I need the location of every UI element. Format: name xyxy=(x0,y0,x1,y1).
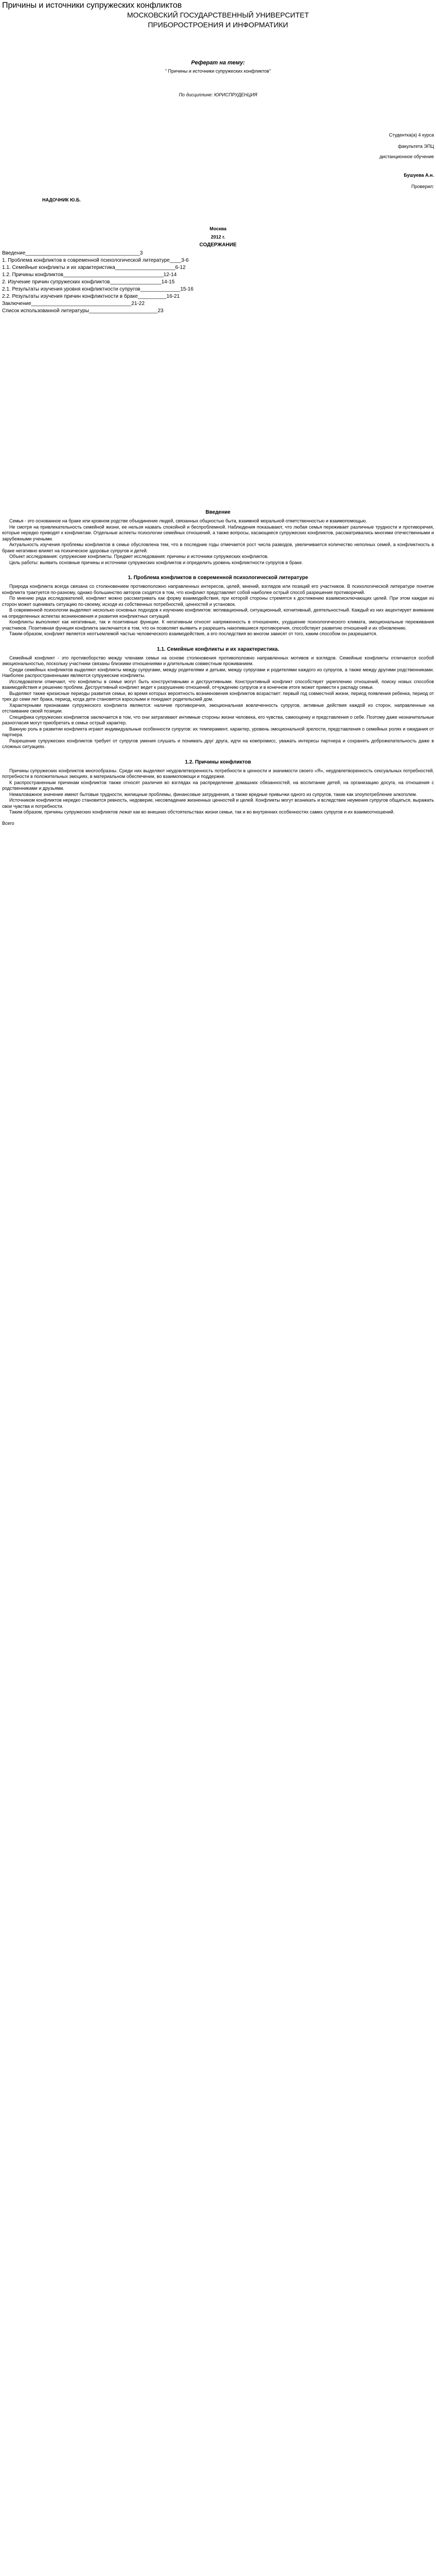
page-title: Причины и источники супружеских конфликтов xyxy=(2,1,182,10)
author-name: Бушуева А.н. xyxy=(404,173,434,178)
section-1 xyxy=(2,575,434,637)
toc-item: 1.2. Причины конфликтов___________________________________12-14 xyxy=(2,272,177,278)
toc-heading: СОДЕРЖАНИЕ xyxy=(199,242,237,248)
toc-item: 1.1. Семейные конфликты и их характеристика_____________________6-12 xyxy=(2,265,186,270)
toc-item: Заключение___________________________________21-22 xyxy=(2,301,145,307)
footer-line: Всего xyxy=(2,820,14,826)
paragraph: Причины супружеских конфликтов многообразны. Среди них выделяют неудовлетворенность потребности в ценности и значимости своего «Я», неудовлетворенность сексуальных потребностей, потребности в положительных эмоциях, в материальном обеспечении, во взаимопомощи и поддержке. xyxy=(2,768,434,779)
paragraph: Среди семейных конфликтов выделяют конфликты между супругами, между родителями и детьми, между супругами и родителями каждого из супругов, а также между другими родственниками. Наиболее распространенными являются супружеские конфликты. xyxy=(2,667,434,678)
paragraph: Семья - это основанное на браке или кровном родстве объединение людей, связанных общностью быта, взаимной моральной ответственностью и взаимопомощью. xyxy=(9,518,367,523)
toc-item: 2. Изучение причин супружеских конфликтов__________________14-15 xyxy=(2,279,175,285)
paragraph: По мнению ряда исследователей, конфликт можно рассматривать как форму взаимодействия, при которой стороны стремятся к достижению взаимоисключающих целей. При этом каждая из сторон может оценивать ситуацию по-своему, исходя из собственных потребностей, ценностей и установок. xyxy=(2,596,434,607)
study-form: дистанционное обучение xyxy=(379,154,434,159)
table-of-contents xyxy=(2,242,434,315)
university-line-1: МОСКОВСКИЙ ГОСУДАРСТВЕННЫЙ УНИВЕРСИТЕТ xyxy=(127,11,309,19)
paragraph: Важную роль в развитии конфликта играют индивидуальные особенности супругов: их темперамент, характер, уровень эмоциональной зрелости, представления о семейных ролях и ожидания от партнера. xyxy=(2,726,434,737)
discipline: По дисциплине: ЮРИСПРУДЕНЦИЯ xyxy=(179,92,257,97)
paragraph: Выделяют также кризисные периоды развития семьи, во время которых вероятность возникновения конфликтов возрастает: первый год совместной жизни, период появления ребенка, период от трех до семи лет брака, период, когда дети становятся взрослыми и покидают родительский дом. xyxy=(2,690,434,702)
paragraph: Немаловажное значение имеют бытовые трудности, жилищные проблемы, финансовые затруднения, а также вредные привычки одного из супругов, такие как злоупотребление алкоголем. xyxy=(9,791,417,797)
paragraph: Не смотря на привлекательность семейной жизни, ее нельзя назвать спокойной и беспроблемной. Наблюдения показывают, что любая семья переживает различные трудности и противоречия, которые нередко приводят к конфликтам. Отдельные аспекты психологии семейных отношений, а также вопросы, касающиеся супружеских конфликтов, рассматривались многими отечественными и зарубежными учеными. xyxy=(2,524,434,541)
checker-name: НАДОЧНИК Ю.Б. xyxy=(42,197,81,202)
spacer xyxy=(2,315,434,500)
paragraph: В современной психологии выделяют несколько основных подходов к изучению конфликтов: мотивационный, ситуационный, когнитивный, деятельностный. Каждый из них акцентирует внимание на определенных аспектах возникновения и развития конфликтных ситуаций. xyxy=(2,607,434,619)
section-1-2 xyxy=(2,759,434,816)
paragraph: Характерными признаками супружеского конфликта являются: наличие противоречия, эмоциональная вовлеченность супругов, активные действия каждой из сторон, направленные на отстаивание своей позиции. xyxy=(2,702,434,714)
paragraph: Семейный конфликт - это противоборство между членами семьи на основе столкновения противоположно направленных мотивов и взглядов. Семейные конфликты отличаются особой эмоциональностью, поскольку участники связаны близкими отношениями и длительным совместным проживанием. xyxy=(2,655,434,666)
toc-item: 1. Проблема конфликтов в современной психологической литературе____3-6 xyxy=(2,258,189,263)
footer-section xyxy=(2,821,434,827)
toc-item: 2.2. Результаты изучения причин конфликтности в браке__________16-21 xyxy=(2,294,180,299)
section-1-1 xyxy=(2,647,434,750)
intro-section xyxy=(2,510,434,566)
intro-heading: Введение xyxy=(205,510,231,515)
paragraph: Актуальность изучения проблемы конфликтов в семье обусловлена тем, что в последние годы отмечается рост числа разводов, увеличивается количество неполных семей, а конфликтность в браке негативно влияет на психическое здоровье супругов и детей. xyxy=(2,542,434,553)
paragraph: Разрешение супружеских конфликтов требует от супругов умения слушать и понимать друг друга, идти на компромисс, уважать интересы партнера и сохранять доброжелательность даже в сложных ситуациях. xyxy=(2,738,434,749)
referat-label: Реферат на тему: xyxy=(191,60,245,66)
year: 2012 г. xyxy=(211,234,225,240)
paragraph: Таким образом, причины супружеских конфликтов лежат как во внешних обстоятельствах жизни семьи, так и во внутренних особенностях самих супругов и их взаимоотношений. xyxy=(9,809,395,815)
university-line-2: ПРИБОРОСТРОЕНИЯ И ИНФОРМАТИКИ xyxy=(148,21,288,29)
paragraph: Объект исследования: супружеские конфликты. Предмет исследования: причины и источники супружеских конфликтов. xyxy=(9,554,269,559)
student-faculty: факультета ЭПЦ xyxy=(398,144,434,149)
paragraph: К распространенным причинам конфликтов также относят различия во взглядах на распределение домашних обязанностей, на воспитание детей, на организацию досуга, на отношения с родственниками и друзьями. xyxy=(2,779,434,791)
city: Москва xyxy=(210,226,226,231)
section-1-heading: 1. Проблема конфликтов в современной психологической литературе xyxy=(128,575,308,581)
paragraph: Исследователи отмечают, что конфликты в семье могут быть конструктивными и деструктивными. Конструктивный конфликт способствует укреплению отношений, поиску новых способов взаимодействия и решению проблем. Деструктивный конфликт ведет к разрушению отношений, отчуждению супругов и в конечном итоге может привести к распаду семьи. xyxy=(2,679,434,690)
paragraph: Природа конфликта всегда связана со столкновением противоположно направленных интересов, целей, мнений, взглядов или позиций его участников. В психологической литературе понятие конфликта трактуется по-разному, однако большинство авторов сходятся в том, что конфликт представляет собой наиболее острый способ разрешения противоречий. xyxy=(2,584,434,595)
title-page-block xyxy=(2,60,434,240)
toc-item: Введение________________________________________3 xyxy=(2,250,143,256)
toc-item: Список использованной литературы________________________23 xyxy=(2,308,164,314)
paragraph: Таким образом, конфликт является неотъемлемой частью человеческого взаимодействия, а его последствия во многом зависят от того, каким способом он разрешается. xyxy=(9,631,377,636)
section-1-2-heading: 1.2. Причины конфликтов xyxy=(185,759,251,765)
student-course: Студентка(а) 4 курса xyxy=(389,132,434,138)
checked-by-label: Проверил: xyxy=(411,184,434,189)
toc-item: 2.1. Результаты изучения уровня конфликтности супругов______________15-16 xyxy=(2,286,194,292)
referat-topic: " Причины и источники супружеских конфликтов" xyxy=(165,69,271,74)
paragraph: Специфика супружеских конфликтов заключается в том, что они затрагивают интимные стороны жизни человека, его чувства, самооценку и представления о себе. Поэтому даже незначительные разногласия могут приобретать в семье острый характер. xyxy=(2,714,434,725)
section-1-1-heading: 1.1. Семейные конфликты и их характеристика. xyxy=(156,646,280,652)
document-page xyxy=(0,0,436,826)
paragraph: Конфликты выполняют как негативные, так и позитивные функции. К негативным относят напряженность в отношениях, ухудшение психологического климата, эмоциональные переживания участников. Позитивная функция конфликта заключается в том, что он позволяет выявить и разрешить накопившиеся противоречия, способствует развитию отношений и их обновлению. xyxy=(2,619,434,631)
paragraph: Источником конфликтов нередко становится ревность, недоверие, несовпадение жизненных ценностей и целей. Конфликты могут возникать и вследствие неумения супругов общаться, выражать свои чувства и потребности. xyxy=(2,798,434,809)
paragraph: Цель работы: выявить основные причины и источники супружеских конфликтов и определить уровень конфликтности супругов в браке. xyxy=(9,560,303,565)
